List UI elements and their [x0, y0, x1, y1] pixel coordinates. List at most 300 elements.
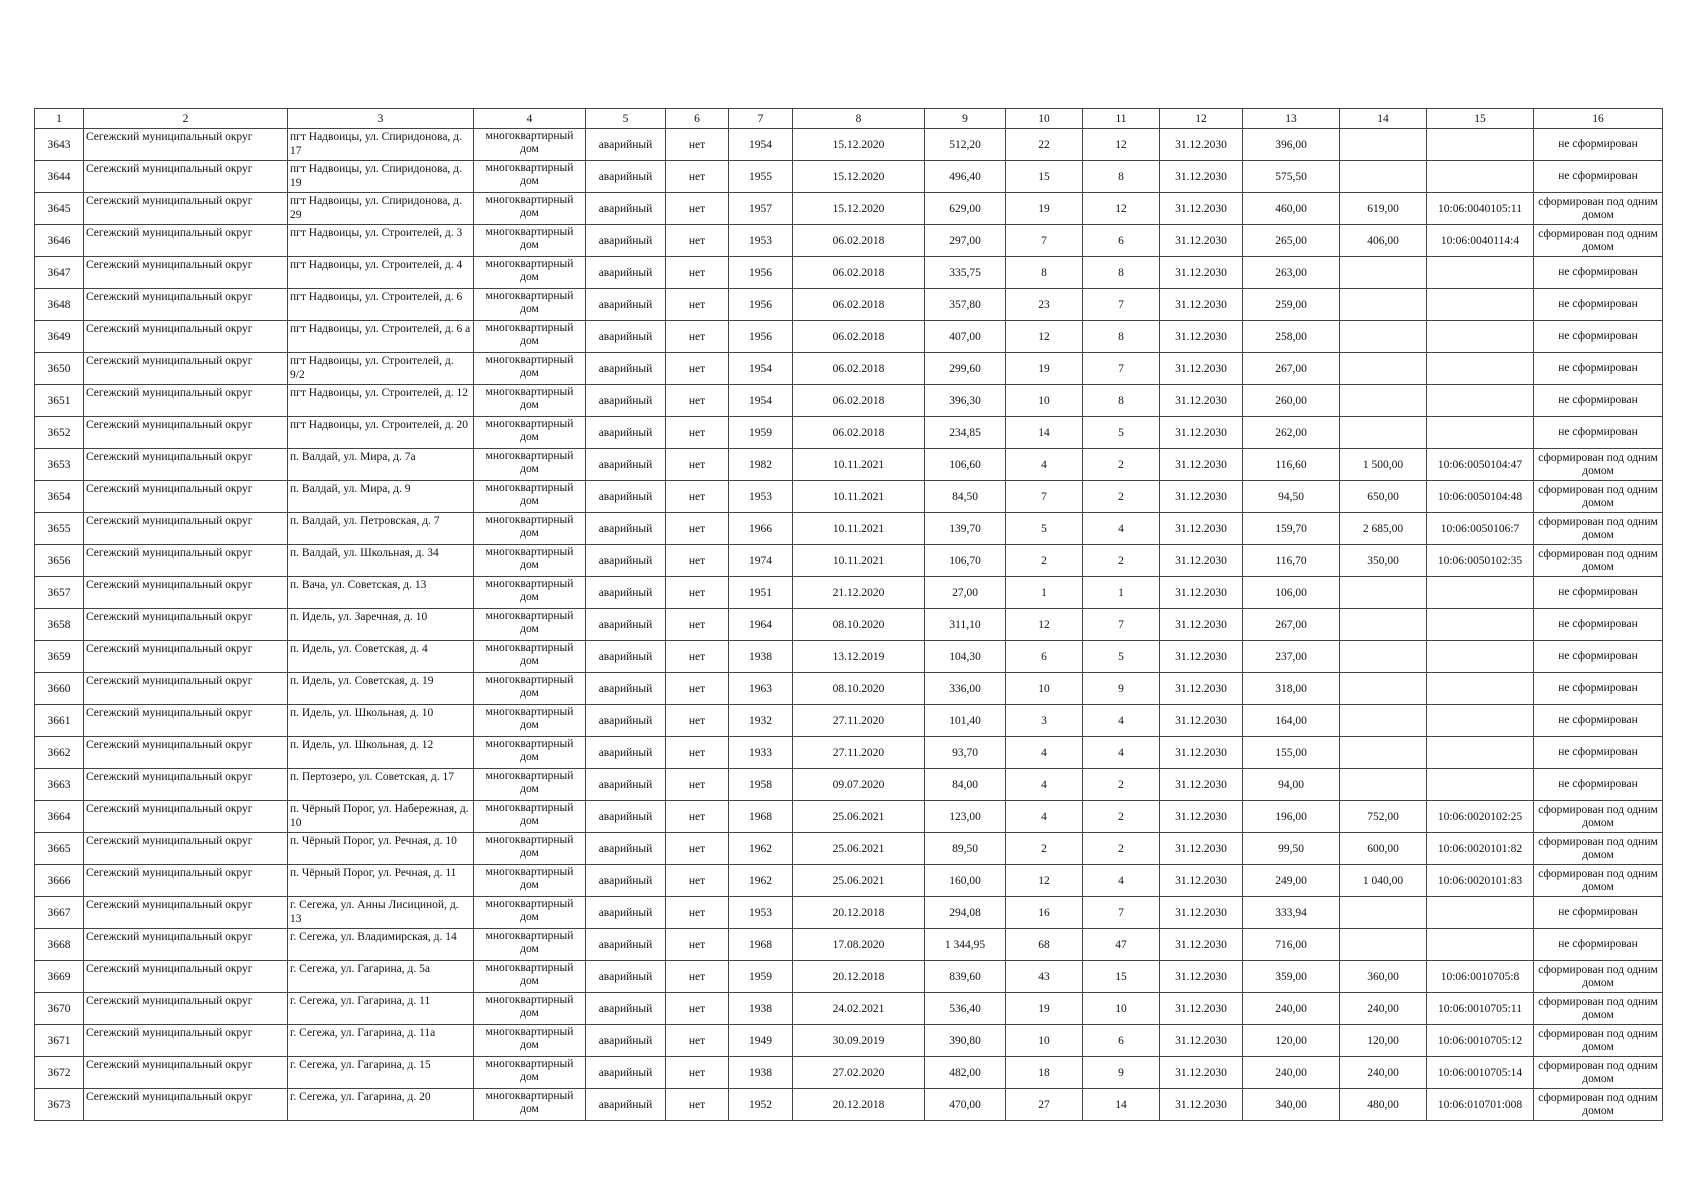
district-cell: Сегежский муниципальный округ [84, 193, 288, 225]
planned-date-cell: 31.12.2030 [1160, 641, 1243, 673]
building-type-cell: многоквартирный дом [474, 769, 586, 801]
planned-date-cell: 31.12.2030 [1160, 1025, 1243, 1057]
column-header-10: 10 [1006, 109, 1083, 129]
living-area-cell: 101,40 [925, 705, 1006, 737]
flag-cell: нет [666, 769, 729, 801]
residents-count-cell: 12 [1006, 865, 1083, 897]
land-area-cell: 1 500,00 [1340, 449, 1427, 481]
table-body [35, 129, 1663, 1121]
condition-cell: аварийный [586, 769, 666, 801]
year-built-cell: 1964 [729, 609, 793, 641]
residents-count-cell: 2 [1006, 545, 1083, 577]
building-type-cell: многоквартирный дом [474, 161, 586, 193]
table-row [35, 353, 1663, 385]
table-row [35, 929, 1663, 961]
living-area-cell: 390,80 [925, 1025, 1006, 1057]
planned-date-cell: 31.12.2030 [1160, 257, 1243, 289]
building-type-cell: многоквартирный дом [474, 449, 586, 481]
premises-count-cell: 4 [1083, 865, 1160, 897]
premises-count-cell: 12 [1083, 129, 1160, 161]
land-status-cell: сформирован под одним домом [1534, 513, 1663, 545]
table-row [35, 705, 1663, 737]
residents-count-cell: 12 [1006, 609, 1083, 641]
condition-cell: аварийный [586, 129, 666, 161]
column-header-16: 16 [1534, 109, 1663, 129]
land-status-cell: сформирован под одним домом [1534, 1025, 1663, 1057]
premises-count-cell: 5 [1083, 641, 1160, 673]
table-row [35, 385, 1663, 417]
column-header-13: 13 [1243, 109, 1340, 129]
premises-count-cell: 9 [1083, 673, 1160, 705]
table-row [35, 865, 1663, 897]
table-row [35, 321, 1663, 353]
column-header-11: 11 [1083, 109, 1160, 129]
recognition-date-cell: 25.06.2021 [793, 801, 925, 833]
cadastral-number-cell: 10:06:0020102:25 [1427, 801, 1534, 833]
district-cell: Сегежский муниципальный округ [84, 897, 288, 929]
premises-count-cell: 2 [1083, 481, 1160, 513]
land-status-cell: не сформирован [1534, 929, 1663, 961]
district-cell: Сегежский муниципальный округ [84, 993, 288, 1025]
planned-date-cell: 31.12.2030 [1160, 449, 1243, 481]
year-built-cell: 1938 [729, 641, 793, 673]
land-area-cell [1340, 737, 1427, 769]
building-type-cell: многоквартирный дом [474, 193, 586, 225]
land-area-cell [1340, 577, 1427, 609]
premises-count-cell: 8 [1083, 385, 1160, 417]
residents-count-cell: 7 [1006, 225, 1083, 257]
building-type-cell: многоквартирный дом [474, 1025, 586, 1057]
district-cell: Сегежский муниципальный округ [84, 417, 288, 449]
land-status-cell: сформирован под одним домом [1534, 993, 1663, 1025]
residents-count-cell: 12 [1006, 321, 1083, 353]
residents-count-cell: 19 [1006, 193, 1083, 225]
row-number-cell: 3654 [35, 481, 84, 513]
land-area-cell [1340, 641, 1427, 673]
row-number-cell: 3668 [35, 929, 84, 961]
total-area-cell: 333,94 [1243, 897, 1340, 929]
condition-cell: аварийный [586, 833, 666, 865]
district-cell: Сегежский муниципальный округ [84, 545, 288, 577]
total-area-cell: 267,00 [1243, 609, 1340, 641]
flag-cell: нет [666, 641, 729, 673]
land-area-cell: 2 685,00 [1340, 513, 1427, 545]
year-built-cell: 1933 [729, 737, 793, 769]
premises-count-cell: 5 [1083, 417, 1160, 449]
residents-count-cell: 7 [1006, 481, 1083, 513]
land-status-cell: не сформирован [1534, 769, 1663, 801]
recognition-date-cell: 09.07.2020 [793, 769, 925, 801]
table-row [35, 1057, 1663, 1089]
cadastral-number-cell [1427, 289, 1534, 321]
living-area-cell: 357,80 [925, 289, 1006, 321]
table-row [35, 1089, 1663, 1121]
residents-count-cell: 15 [1006, 161, 1083, 193]
table-row [35, 289, 1663, 321]
year-built-cell: 1955 [729, 161, 793, 193]
planned-date-cell: 31.12.2030 [1160, 385, 1243, 417]
year-built-cell: 1954 [729, 353, 793, 385]
planned-date-cell: 31.12.2030 [1160, 289, 1243, 321]
address-cell: г. Сегежа, ул. Гагарина, д. 11а [288, 1025, 474, 1057]
condition-cell: аварийный [586, 161, 666, 193]
district-cell: Сегежский муниципальный округ [84, 161, 288, 193]
condition-cell: аварийный [586, 289, 666, 321]
total-area-cell: 396,00 [1243, 129, 1340, 161]
year-built-cell: 1962 [729, 865, 793, 897]
living-area-cell: 160,00 [925, 865, 1006, 897]
premises-count-cell: 9 [1083, 1057, 1160, 1089]
condition-cell: аварийный [586, 993, 666, 1025]
building-type-cell: многоквартирный дом [474, 993, 586, 1025]
planned-date-cell: 31.12.2030 [1160, 353, 1243, 385]
residents-count-cell: 22 [1006, 129, 1083, 161]
table-row [35, 257, 1663, 289]
address-cell: пгт Надвоицы, ул. Строителей, д. 20 [288, 417, 474, 449]
total-area-cell: 249,00 [1243, 865, 1340, 897]
address-cell: п. Идель, ул. Советская, д. 19 [288, 673, 474, 705]
condition-cell: аварийный [586, 577, 666, 609]
district-cell: Сегежский муниципальный округ [84, 801, 288, 833]
residents-count-cell: 3 [1006, 705, 1083, 737]
flag-cell: нет [666, 1025, 729, 1057]
year-built-cell: 1956 [729, 321, 793, 353]
column-header-6: 6 [666, 109, 729, 129]
district-cell: Сегежский муниципальный округ [84, 929, 288, 961]
table-row [35, 161, 1663, 193]
cadastral-number-cell [1427, 897, 1534, 929]
living-area-cell: 299,60 [925, 353, 1006, 385]
row-number-cell: 3649 [35, 321, 84, 353]
cadastral-number-cell [1427, 673, 1534, 705]
table-row [35, 545, 1663, 577]
column-header-4: 4 [474, 109, 586, 129]
total-area-cell: 237,00 [1243, 641, 1340, 673]
row-number-cell: 3659 [35, 641, 84, 673]
cadastral-number-cell [1427, 417, 1534, 449]
residents-count-cell: 68 [1006, 929, 1083, 961]
land-area-cell [1340, 417, 1427, 449]
table-row [35, 1025, 1663, 1057]
condition-cell: аварийный [586, 929, 666, 961]
address-cell: п. Валдай, ул. Петровская, д. 7 [288, 513, 474, 545]
planned-date-cell: 31.12.2030 [1160, 769, 1243, 801]
planned-date-cell: 31.12.2030 [1160, 833, 1243, 865]
residents-count-cell: 10 [1006, 385, 1083, 417]
land-area-cell [1340, 609, 1427, 641]
living-area-cell: 89,50 [925, 833, 1006, 865]
living-area-cell: 123,00 [925, 801, 1006, 833]
land-status-cell: не сформирован [1534, 673, 1663, 705]
recognition-date-cell: 21.12.2020 [793, 577, 925, 609]
district-cell: Сегежский муниципальный округ [84, 609, 288, 641]
condition-cell: аварийный [586, 705, 666, 737]
land-status-cell: сформирован под одним домом [1534, 225, 1663, 257]
cadastral-number-cell: 10:06:0040114:4 [1427, 225, 1534, 257]
living-area-cell: 482,00 [925, 1057, 1006, 1089]
year-built-cell: 1968 [729, 929, 793, 961]
condition-cell: аварийный [586, 481, 666, 513]
address-cell: п. Чёрный Порог, ул. Речная, д. 10 [288, 833, 474, 865]
land-area-cell: 619,00 [1340, 193, 1427, 225]
land-status-cell: сформирован под одним домом [1534, 801, 1663, 833]
flag-cell: нет [666, 737, 729, 769]
recognition-date-cell: 20.12.2018 [793, 1089, 925, 1121]
land-status-cell: сформирован под одним домом [1534, 481, 1663, 513]
address-cell: п. Валдай, ул. Мира, д. 7а [288, 449, 474, 481]
recognition-date-cell: 15.12.2020 [793, 129, 925, 161]
year-built-cell: 1959 [729, 961, 793, 993]
land-area-cell [1340, 353, 1427, 385]
living-area-cell: 84,00 [925, 769, 1006, 801]
flag-cell: нет [666, 993, 729, 1025]
condition-cell: аварийный [586, 353, 666, 385]
cadastral-number-cell: 10:06:0050102:35 [1427, 545, 1534, 577]
condition-cell: аварийный [586, 321, 666, 353]
planned-date-cell: 31.12.2030 [1160, 929, 1243, 961]
building-type-cell: многоквартирный дом [474, 641, 586, 673]
total-area-cell: 164,00 [1243, 705, 1340, 737]
recognition-date-cell: 27.02.2020 [793, 1057, 925, 1089]
flag-cell: нет [666, 321, 729, 353]
table-row [35, 833, 1663, 865]
condition-cell: аварийный [586, 641, 666, 673]
recognition-date-cell: 17.08.2020 [793, 929, 925, 961]
total-area-cell: 116,60 [1243, 449, 1340, 481]
land-status-cell: не сформирован [1534, 385, 1663, 417]
year-built-cell: 1951 [729, 577, 793, 609]
recognition-date-cell: 30.09.2019 [793, 1025, 925, 1057]
land-status-cell: сформирован под одним домом [1534, 449, 1663, 481]
table-row [35, 897, 1663, 929]
housing-registry-table [34, 108, 1663, 1121]
row-number-cell: 3665 [35, 833, 84, 865]
land-area-cell: 240,00 [1340, 1057, 1427, 1089]
year-built-cell: 1932 [729, 705, 793, 737]
land-area-cell [1340, 769, 1427, 801]
premises-count-cell: 7 [1083, 609, 1160, 641]
recognition-date-cell: 13.12.2019 [793, 641, 925, 673]
table-row [35, 769, 1663, 801]
address-cell: пгт Надвоицы, ул. Спиридонова, д. 17 [288, 129, 474, 161]
row-number-cell: 3644 [35, 161, 84, 193]
land-status-cell: не сформирован [1534, 353, 1663, 385]
recognition-date-cell: 06.02.2018 [793, 321, 925, 353]
address-cell: п. Идель, ул. Школьная, д. 12 [288, 737, 474, 769]
total-area-cell: 155,00 [1243, 737, 1340, 769]
cadastral-number-cell: 10:06:0050104:48 [1427, 481, 1534, 513]
total-area-cell: 258,00 [1243, 321, 1340, 353]
cadastral-number-cell [1427, 641, 1534, 673]
address-cell: п. Вача, ул. Советская, д. 13 [288, 577, 474, 609]
column-header-2: 2 [84, 109, 288, 129]
year-built-cell: 1956 [729, 257, 793, 289]
land-area-cell: 350,00 [1340, 545, 1427, 577]
document-page [34, 108, 1662, 1121]
total-area-cell: 240,00 [1243, 993, 1340, 1025]
district-cell: Сегежский муниципальный округ [84, 833, 288, 865]
table-row [35, 737, 1663, 769]
row-number-cell: 3669 [35, 961, 84, 993]
living-area-cell: 629,00 [925, 193, 1006, 225]
living-area-cell: 335,75 [925, 257, 1006, 289]
row-number-cell: 3653 [35, 449, 84, 481]
row-number-cell: 3656 [35, 545, 84, 577]
cadastral-number-cell: 10:06:0010705:12 [1427, 1025, 1534, 1057]
residents-count-cell: 1 [1006, 577, 1083, 609]
address-cell: г. Сегежа, ул. Анны Лисициной, д. 13 [288, 897, 474, 929]
flag-cell: нет [666, 865, 729, 897]
total-area-cell: 159,70 [1243, 513, 1340, 545]
premises-count-cell: 7 [1083, 289, 1160, 321]
total-area-cell: 106,00 [1243, 577, 1340, 609]
row-number-cell: 3664 [35, 801, 84, 833]
total-area-cell: 575,50 [1243, 161, 1340, 193]
flag-cell: нет [666, 225, 729, 257]
flag-cell: нет [666, 385, 729, 417]
cadastral-number-cell [1427, 161, 1534, 193]
address-cell: г. Сегежа, ул. Гагарина, д. 11 [288, 993, 474, 1025]
district-cell: Сегежский муниципальный округ [84, 737, 288, 769]
row-number-cell: 3660 [35, 673, 84, 705]
living-area-cell: 106,60 [925, 449, 1006, 481]
condition-cell: аварийный [586, 225, 666, 257]
recognition-date-cell: 25.06.2021 [793, 833, 925, 865]
row-number-cell: 3662 [35, 737, 84, 769]
table-row [35, 641, 1663, 673]
district-cell: Сегежский муниципальный округ [84, 513, 288, 545]
recognition-date-cell: 08.10.2020 [793, 673, 925, 705]
address-cell: п. Идель, ул. Школьная, д. 10 [288, 705, 474, 737]
land-area-cell [1340, 705, 1427, 737]
row-number-cell: 3643 [35, 129, 84, 161]
total-area-cell: 116,70 [1243, 545, 1340, 577]
land-area-cell [1340, 673, 1427, 705]
premises-count-cell: 8 [1083, 321, 1160, 353]
district-cell: Сегежский муниципальный округ [84, 641, 288, 673]
flag-cell: нет [666, 417, 729, 449]
total-area-cell: 460,00 [1243, 193, 1340, 225]
recognition-date-cell: 06.02.2018 [793, 353, 925, 385]
flag-cell: нет [666, 577, 729, 609]
living-area-cell: 396,30 [925, 385, 1006, 417]
total-area-cell: 359,00 [1243, 961, 1340, 993]
condition-cell: аварийный [586, 193, 666, 225]
recognition-date-cell: 10.11.2021 [793, 545, 925, 577]
residents-count-cell: 10 [1006, 1025, 1083, 1057]
table-row [35, 513, 1663, 545]
cadastral-number-cell [1427, 129, 1534, 161]
address-cell: пгт Надвоицы, ул. Спиридонова, д. 19 [288, 161, 474, 193]
address-cell: п. Валдай, ул. Школьная, д. 34 [288, 545, 474, 577]
year-built-cell: 1963 [729, 673, 793, 705]
residents-count-cell: 16 [1006, 897, 1083, 929]
column-header-12: 12 [1160, 109, 1243, 129]
premises-count-cell: 10 [1083, 993, 1160, 1025]
condition-cell: аварийный [586, 385, 666, 417]
cadastral-number-cell: 10:06:0050104:47 [1427, 449, 1534, 481]
land-area-cell [1340, 321, 1427, 353]
recognition-date-cell: 06.02.2018 [793, 385, 925, 417]
building-type-cell: многоквартирный дом [474, 801, 586, 833]
planned-date-cell: 31.12.2030 [1160, 961, 1243, 993]
cadastral-number-cell: 10:06:010701:008 [1427, 1089, 1534, 1121]
table-row [35, 673, 1663, 705]
land-area-cell [1340, 161, 1427, 193]
address-cell: г. Сегежа, ул. Владимирская, д. 14 [288, 929, 474, 961]
flag-cell: нет [666, 1057, 729, 1089]
flag-cell: нет [666, 193, 729, 225]
planned-date-cell: 31.12.2030 [1160, 865, 1243, 897]
building-type-cell: многоквартирный дом [474, 129, 586, 161]
table-row [35, 417, 1663, 449]
column-header-3: 3 [288, 109, 474, 129]
address-cell: п. Идель, ул. Советская, д. 4 [288, 641, 474, 673]
address-cell: п. Чёрный Порог, ул. Набережная, д. 10 [288, 801, 474, 833]
recognition-date-cell: 06.02.2018 [793, 225, 925, 257]
land-status-cell: не сформирован [1534, 289, 1663, 321]
flag-cell: нет [666, 897, 729, 929]
planned-date-cell: 31.12.2030 [1160, 225, 1243, 257]
address-cell: пгт Надвоицы, ул. Строителей, д. 6 [288, 289, 474, 321]
premises-count-cell: 2 [1083, 449, 1160, 481]
residents-count-cell: 19 [1006, 993, 1083, 1025]
living-area-cell: 496,40 [925, 161, 1006, 193]
condition-cell: аварийный [586, 673, 666, 705]
living-area-cell: 407,00 [925, 321, 1006, 353]
condition-cell: аварийный [586, 737, 666, 769]
residents-count-cell: 2 [1006, 833, 1083, 865]
cadastral-number-cell [1427, 353, 1534, 385]
district-cell: Сегежский муниципальный округ [84, 705, 288, 737]
total-area-cell: 267,00 [1243, 353, 1340, 385]
premises-count-cell: 47 [1083, 929, 1160, 961]
residents-count-cell: 4 [1006, 769, 1083, 801]
planned-date-cell: 31.12.2030 [1160, 897, 1243, 929]
land-status-cell: сформирован под одним домом [1534, 833, 1663, 865]
address-cell: пгт Надвоицы, ул. Строителей, д. 6 а [288, 321, 474, 353]
planned-date-cell: 31.12.2030 [1160, 129, 1243, 161]
cadastral-number-cell [1427, 257, 1534, 289]
district-cell: Сегежский муниципальный округ [84, 289, 288, 321]
building-type-cell: многоквартирный дом [474, 289, 586, 321]
cadastral-number-cell: 10:06:0050106:7 [1427, 513, 1534, 545]
district-cell: Сегежский муниципальный округ [84, 769, 288, 801]
flag-cell: нет [666, 673, 729, 705]
year-built-cell: 1938 [729, 1057, 793, 1089]
land-status-cell: сформирован под одним домом [1534, 961, 1663, 993]
condition-cell: аварийный [586, 257, 666, 289]
building-type-cell: многоквартирный дом [474, 257, 586, 289]
row-number-cell: 3672 [35, 1057, 84, 1089]
flag-cell: нет [666, 609, 729, 641]
total-area-cell: 340,00 [1243, 1089, 1340, 1121]
year-built-cell: 1962 [729, 833, 793, 865]
column-header-15: 15 [1427, 109, 1534, 129]
planned-date-cell: 31.12.2030 [1160, 993, 1243, 1025]
building-type-cell: многоквартирный дом [474, 225, 586, 257]
district-cell: Сегежский муниципальный округ [84, 225, 288, 257]
table-row [35, 225, 1663, 257]
land-area-cell: 1 040,00 [1340, 865, 1427, 897]
row-number-cell: 3648 [35, 289, 84, 321]
total-area-cell: 716,00 [1243, 929, 1340, 961]
planned-date-cell: 31.12.2030 [1160, 673, 1243, 705]
district-cell: Сегежский муниципальный округ [84, 353, 288, 385]
recognition-date-cell: 15.12.2020 [793, 193, 925, 225]
cadastral-number-cell [1427, 929, 1534, 961]
premises-count-cell: 4 [1083, 737, 1160, 769]
